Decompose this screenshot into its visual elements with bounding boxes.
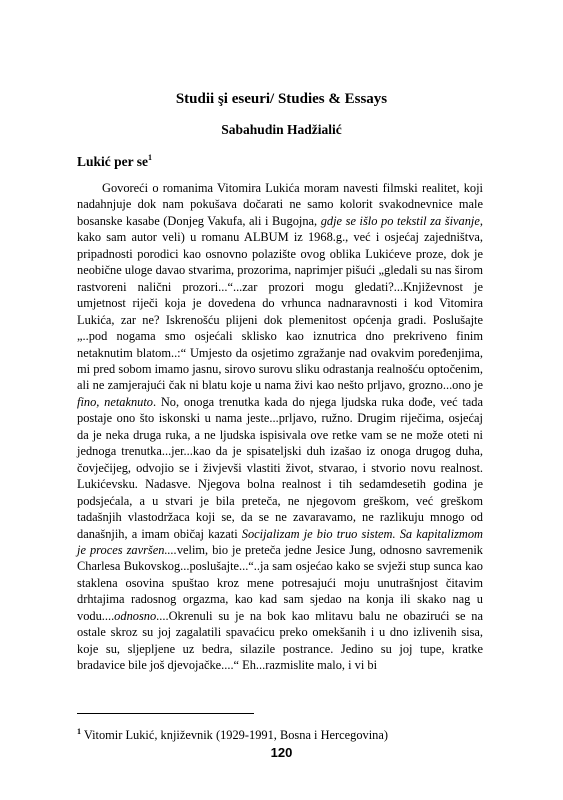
body-paragraph <box>77 180 483 674</box>
article-title-text: Lukić per se <box>77 154 149 169</box>
text-run-italic: odnosno <box>114 608 157 623</box>
footnote-text: Vitomir Lukić, književnik (1929-1991, Bosna i Hercegovina) <box>83 728 389 742</box>
article-title <box>77 153 152 170</box>
footnote-reference[interactable]: 1 <box>148 153 153 162</box>
page-number: 120 <box>270 745 293 760</box>
text-run: velim, bio je preteča jedne Jesice Jung, odnosno savremenik Charlesa Bukovskog...poslušajte...“..ja sam osjećao kako se svježi stup sunca kao staklena osovina spuštao kroz mene potresajući moju unutrašnjost čitavim drhtajima radosnog orgazma, kao kad sam sjedao na konja ili skako nag u vodu.... <box>77 542 483 623</box>
text-run-italic: Socijalizam je bio truo sistem. Sa kapitalizmom je proces završen.... <box>77 526 483 557</box>
author-name: Sabahudin Hadžialić <box>221 122 342 137</box>
footnote <box>77 725 483 742</box>
text-run: , kako sam autor veli) u romanu ALBUM iz 1968.g., već i osjećaj zajedništva, pripadnosti porodici kao osnovno polazište ovog oblika Lukićeve proze, dok je neobične uloge davao stvarima, prozorima, naprimjer pišući „gledali su nas širom rastvoreni nalični prozori...“...zar prozori mogu gledati?...Književnost je umjetnost riječi koja je dovedena do vrhunca nadnaravnosti i kod Vitomira Lukića, zar ne? Iskrenošću plijeni dok plemenitost općenja gradi. Poslušajte „..pod nogama smo osjećali sklisko kao iznutrica dno prekriveno finim netaknutim blatom..:“ Umjesto da osjetimo zgražanje nad ovakvim poređenjima, mi pred sobom imamo jasnu, sirovo surovu sliku odrastanja realnošću optočenim, ali ne zamjerajući čak ni blatu koje u nama živi kao nešto prljavo, grozno...ono je <box>77 213 483 393</box>
footnote-divider <box>77 713 254 714</box>
text-run-italic: fino, netaknuto <box>77 394 153 409</box>
text-run-italic: gdje se išlo po tekstil za šivanje <box>320 213 480 228</box>
section-title: Studii şi eseuri/ Studies & Essays <box>175 91 388 107</box>
text-run: . No, onoga trenutka kada do njega ljudska ruka dođe, već tada postaje ono što iskonski u nama jeste...prljavo, ružno. Drugim riječima, osjećaj da je neka druga ruka, a ne ljudska ispisivala ove retke vam se ne može oteti ni jednoga trenutka...jer...kao da je spisateljski duh izašao iz onoga drugog duha, čovječijeg, odvojio se i živjevši vlastiti život, stvarao, i stvorio novu realnost. Lukićevsku. Nadasve. Njegova bolna realnost i tih sedamdesetih godina je podsjećala, a u stvari je bila preteča, ne njegovom greškom, već greškom tadašnjih vlastodržaca koji se, da se ne zavaravamo, ne razlikuju mnogo od današnjih, a imam običaj kazati <box>77 394 483 541</box>
text-run: Govoreći o romanima Vitomira Lukića moram navesti filmski realitet, koji nadahnjuje dok nam pokušava dočarati ne samo kolorit svakodnevnice male bosanske kasabe (Donjeg Vakufa, ali i Bugojna, <box>77 181 483 228</box>
text-run: ....Okrenuli su je na bok kao mlitavu balu ne obazirući se na ostale skroz su joj zagalatili spavaćicu preko omekšanih i u dno izlivenih sisa, koje su, sljepljene uz bedra, silazile postrance. Jedino su joj tupe, kratke bradavice bile još djevojačke....“ Eh...razmislite malo, i vi bi <box>77 608 483 673</box>
footnote-marker: 1 <box>77 727 81 736</box>
